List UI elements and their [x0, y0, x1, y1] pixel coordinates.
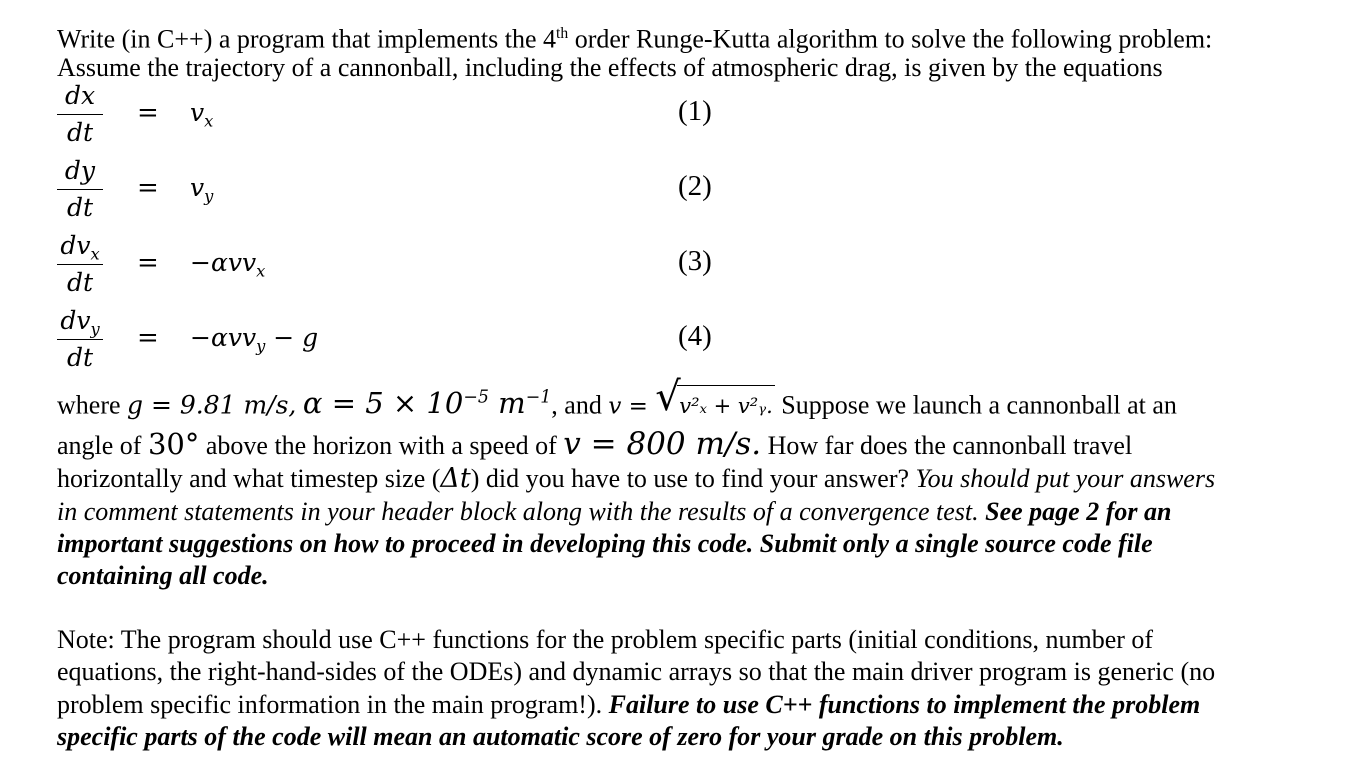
equation-1-number: (1)	[678, 95, 712, 127]
speed-value: v = 800 m/s.	[563, 426, 762, 462]
angle-value: 30°	[147, 427, 200, 461]
suppose-text: Suppose we launch a cannonball at an	[774, 390, 1177, 420]
equation-4-denominator: dt	[66, 343, 94, 372]
fraction-bar	[57, 264, 103, 265]
equation-4-rhs	[190, 323, 318, 356]
equation-2-fraction	[57, 155, 103, 224]
equation-4-number: (4)	[678, 320, 712, 352]
rhs-sub: x	[204, 111, 214, 131]
and-text: , and	[551, 390, 609, 420]
fraction-bar	[57, 339, 103, 340]
equation-1-rhs	[190, 98, 213, 131]
horizontal-line	[57, 463, 1215, 495]
equation-4-numerator	[57, 305, 103, 337]
rhs-main: −αvv	[190, 248, 257, 277]
failure-bold: Failure to use C++ functions to implement the problem	[608, 690, 1201, 719]
radical-sign: √	[655, 374, 681, 421]
containing-line: containing all code.	[57, 561, 269, 590]
numerator-sub: x	[90, 244, 100, 264]
equation-3-fraction	[57, 230, 103, 299]
numerator-main: dv	[60, 231, 91, 260]
rhs-main: −αvv	[190, 323, 257, 352]
alpha-main: α = 5 × 10	[302, 386, 464, 421]
equation-2-numerator: dy	[64, 156, 96, 185]
horizontal-post: ) did you have to use to find your answer?	[470, 464, 916, 493]
alpha-unit: m	[488, 386, 526, 421]
comment-line	[57, 496, 1171, 528]
where-word: where	[57, 390, 128, 420]
equation-3-number: (3)	[678, 245, 712, 277]
rhs-main: v	[190, 173, 205, 202]
see-page-bold: See page 2 for an	[985, 497, 1172, 526]
numerator-main: dv	[60, 306, 91, 335]
equation-2-equals: =	[137, 173, 159, 203]
where-line	[57, 374, 1177, 426]
equation-1-equals: =	[137, 98, 159, 128]
equation-1-fraction	[57, 80, 103, 149]
sqrt-body: v²ₓ + v²ᵧ.	[677, 385, 775, 426]
equation-1-numerator: dx	[64, 81, 96, 110]
note-line-4: specific parts of the code will mean an automatic score of zero for your grade on this problem.	[57, 722, 1064, 751]
equation-3-numerator	[57, 230, 103, 262]
note-line-2: equations, the right-hand-sides of the ODEs) and dynamic arrays so that the main driver program is generic (no	[57, 657, 1216, 686]
angle-mid: above the horizon with a speed of	[199, 431, 564, 460]
sqrt-expression	[655, 374, 775, 426]
note-line-3	[57, 689, 1200, 721]
equation-3-equals: =	[137, 248, 159, 278]
g-expression: g = 9.81 m/s,	[127, 390, 297, 420]
alpha-expression	[303, 386, 551, 420]
v-expression: v =	[608, 393, 656, 420]
numerator-sub: y	[90, 319, 100, 339]
equation-4-fraction	[57, 305, 103, 374]
equation-1-denominator: dt	[66, 118, 94, 147]
note-line-1: Note: The program should use C++ functions for the problem specific parts (initial conditions, number of	[57, 625, 1154, 654]
fraction-bar	[57, 189, 103, 190]
alpha-unit-exponent: −1	[525, 388, 552, 408]
equation-2-number: (2)	[678, 170, 712, 202]
angle-line	[57, 426, 1132, 464]
fraction-bar	[57, 114, 103, 115]
alpha-exponent: −5	[463, 388, 489, 408]
rhs-sub: y	[204, 186, 214, 206]
delta-t: Δt	[440, 463, 471, 494]
answers-italic: You should put your answers	[915, 464, 1216, 493]
equation-2-denominator: dt	[66, 193, 94, 222]
intro-line-2: Assume the trajectory of a cannonball, including the effects of atmospheric drag, is given by the equations	[57, 53, 1163, 82]
intro-text-post: order Runge-Kutta algorithm to solve the following problem:	[568, 24, 1213, 54]
equation-3-denominator: dt	[66, 268, 94, 297]
equation-4-equals: =	[137, 323, 159, 353]
equation-3-rhs	[190, 248, 265, 281]
rhs-sub: x	[256, 261, 266, 281]
intro-text: Write (in C++) a program that implements the 4	[57, 24, 557, 54]
intro-superscript: th	[556, 25, 569, 42]
horizontal-pre: horizontally and what timestep size (	[57, 464, 441, 493]
comment-italic: in comment statements in your header block along with the results of a convergence test.	[57, 497, 986, 526]
intro-line-1	[57, 18, 1212, 55]
rhs-sub: y	[256, 336, 266, 356]
equation-2-rhs	[190, 173, 213, 206]
rhs-main: v	[190, 98, 205, 127]
angle-pre: angle of	[57, 431, 148, 460]
rhs-tail: − g	[265, 323, 319, 352]
note-pre: problem specific information in the main program!).	[57, 690, 609, 719]
angle-post: How far does the cannonball travel	[761, 431, 1133, 460]
suggestions-line: important suggestions on how to proceed in developing this code. Submit only a single source code file	[57, 529, 1153, 558]
